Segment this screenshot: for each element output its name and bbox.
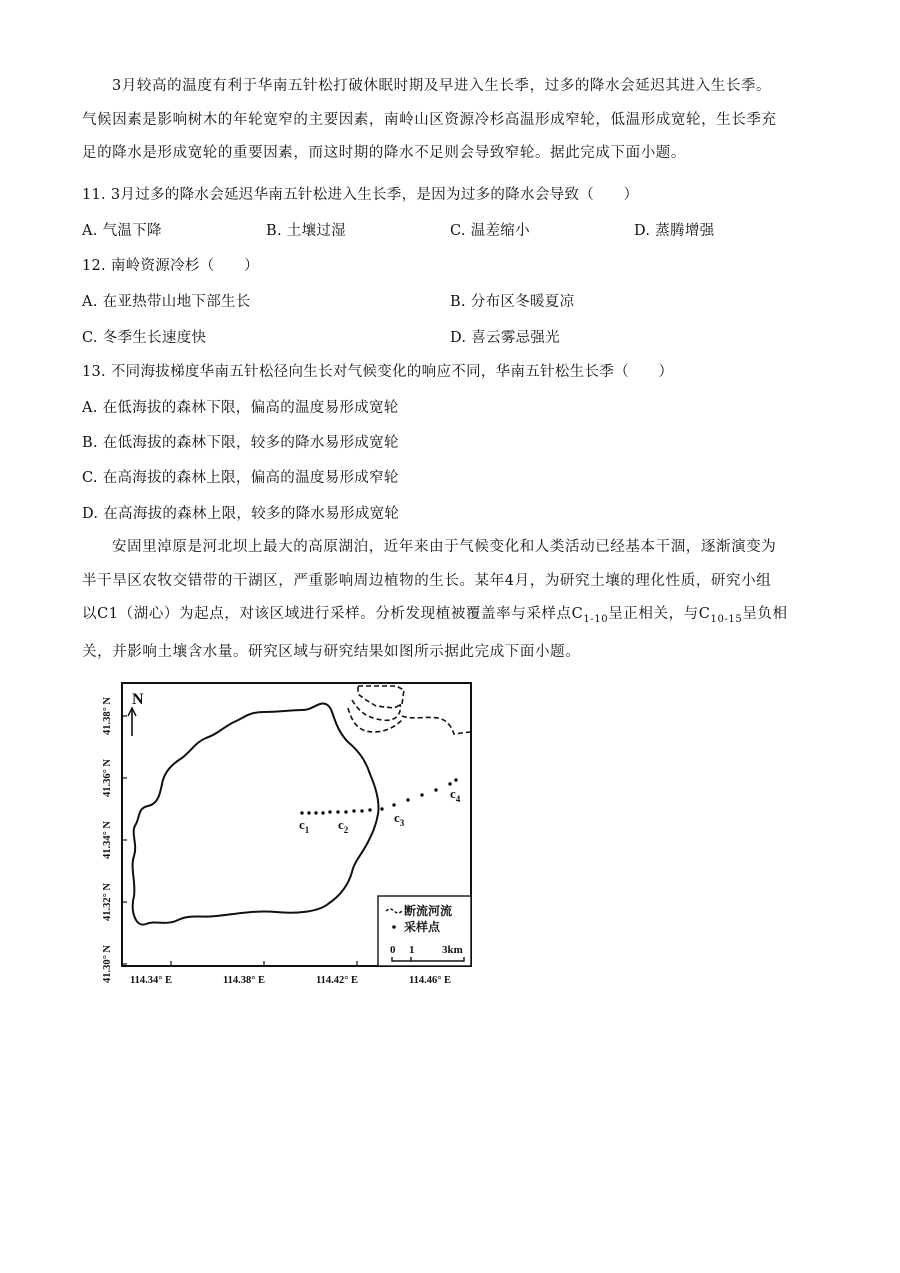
- map-legend: [378, 896, 471, 966]
- question-12-option-d: D. 喜云雾忌强光: [450, 330, 561, 346]
- site-c2-label: $c_2$: [338, 817, 349, 835]
- lat-label-5: 41.30° N: [102, 944, 113, 984]
- question-11-option-c: C. 温差缩小: [450, 223, 530, 239]
- study-area-map: [96, 676, 486, 992]
- lat-label-1: 41.38° N: [102, 696, 113, 736]
- question-12-option-c: C. 冬季生长速度快: [82, 330, 207, 346]
- passage-2-line-3: 以C1（湖心）为起点，对该区域进行采样。分析发现植被覆盖率与采样点$C_{1-10}$呈正相关，与$C_{10-15}$呈负相: [82, 606, 788, 625]
- map-svg: [96, 676, 486, 992]
- lon-label-1: 114.34° E: [129, 975, 173, 986]
- lon-label-4: 114.46° E: [408, 975, 452, 986]
- question-11-option-d: D. 蒸腾增强: [634, 223, 715, 239]
- passage-2-line-1: 安固里淖原是河北坝上最大的高原湖泊，近年来由于气候变化和人类活动已经基本干涸，逐渐演变为: [112, 539, 777, 555]
- question-13-stem: 13. 不同海拔梯度华南五针松径向生长对气候变化的响应不同，华南五针松生长季（ ）: [82, 364, 674, 380]
- question-13-option-c: C. 在高海拔的森林上限，偏高的温度易形成窄轮: [82, 470, 399, 486]
- passage-1-line-3: 足的降水是形成宽轮的重要因素，而这时期的降水不足则会导致窄轮。据此完成下面小题。: [82, 145, 686, 161]
- passage-2: [82, 531, 822, 670]
- scale-0: 0: [390, 944, 396, 956]
- legend-sample-icon: [392, 925, 396, 929]
- question-12-option-a: A. 在亚热带山地下部生长: [82, 294, 251, 310]
- legend-sample-label: 采样点: [404, 920, 441, 934]
- scale-3km: 3km: [442, 944, 463, 956]
- lat-label-4: 41.32° N: [102, 882, 113, 922]
- lake-outline: [133, 703, 379, 924]
- lon-label-3: 114.42° E: [315, 975, 359, 986]
- site-c3-label: $c_3$: [394, 810, 405, 828]
- passage-2-line-4: 关，并影响土壤含水量。研究区域与研究结果如图所示据此完成下面小题。: [82, 644, 581, 661]
- question-13-option-a: A. 在低海拔的森林下限，偏高的温度易形成宽轮: [82, 400, 399, 416]
- intermittent-rivers: [348, 686, 470, 734]
- site-c4-label: $c_4$: [450, 786, 461, 804]
- passage-1-line-2: 气候因素是影响树木的年轮宽窄的主要因素，南岭山区资源冷杉高温形成窄轮，低温形成宽轮，生长季充: [82, 111, 777, 128]
- lon-label-2: 114.38° E: [222, 975, 266, 986]
- lat-label-3: 41.34° N: [102, 820, 113, 860]
- question-12-stem: 12. 南岭资源冷杉（ ）: [82, 258, 259, 274]
- question-11-stem: 11. 3月过多的降水会延迟华南五针松进入生长季，是因为过多的降水会导致（ ）: [82, 187, 639, 203]
- question-12-option-b: B. 分布区冬暖夏凉: [450, 294, 575, 310]
- north-label: N: [132, 691, 144, 708]
- lat-label-2: 41.36° N: [102, 758, 113, 798]
- legend-river-label: 断流河流: [404, 904, 453, 918]
- question-11-option-a: A. 气温下降: [82, 223, 162, 239]
- question-13-option-b: B. 在低海拔的森林下限，较多的降水易形成宽轮: [82, 435, 399, 451]
- site-c1-label: $c_1$: [299, 817, 310, 835]
- passage-1: [82, 70, 822, 171]
- question-11-option-b: B. 土壤过湿: [266, 223, 346, 239]
- passage-2-line-2: 半干旱区农牧交错带的干湖区，严重影响周边植物的生长。某年4月，为研究土壤的理化性质，研究小组: [82, 572, 772, 589]
- passage-1-line-1: 3月较高的温度有利于华南五针松打破休眠时期及早进入生长季，过多的降水会延迟其进入生长季。: [112, 78, 772, 94]
- scale-1: 1: [409, 944, 415, 956]
- question-13-option-d: D. 在高海拔的森林上限，较多的降水易形成宽轮: [82, 506, 400, 522]
